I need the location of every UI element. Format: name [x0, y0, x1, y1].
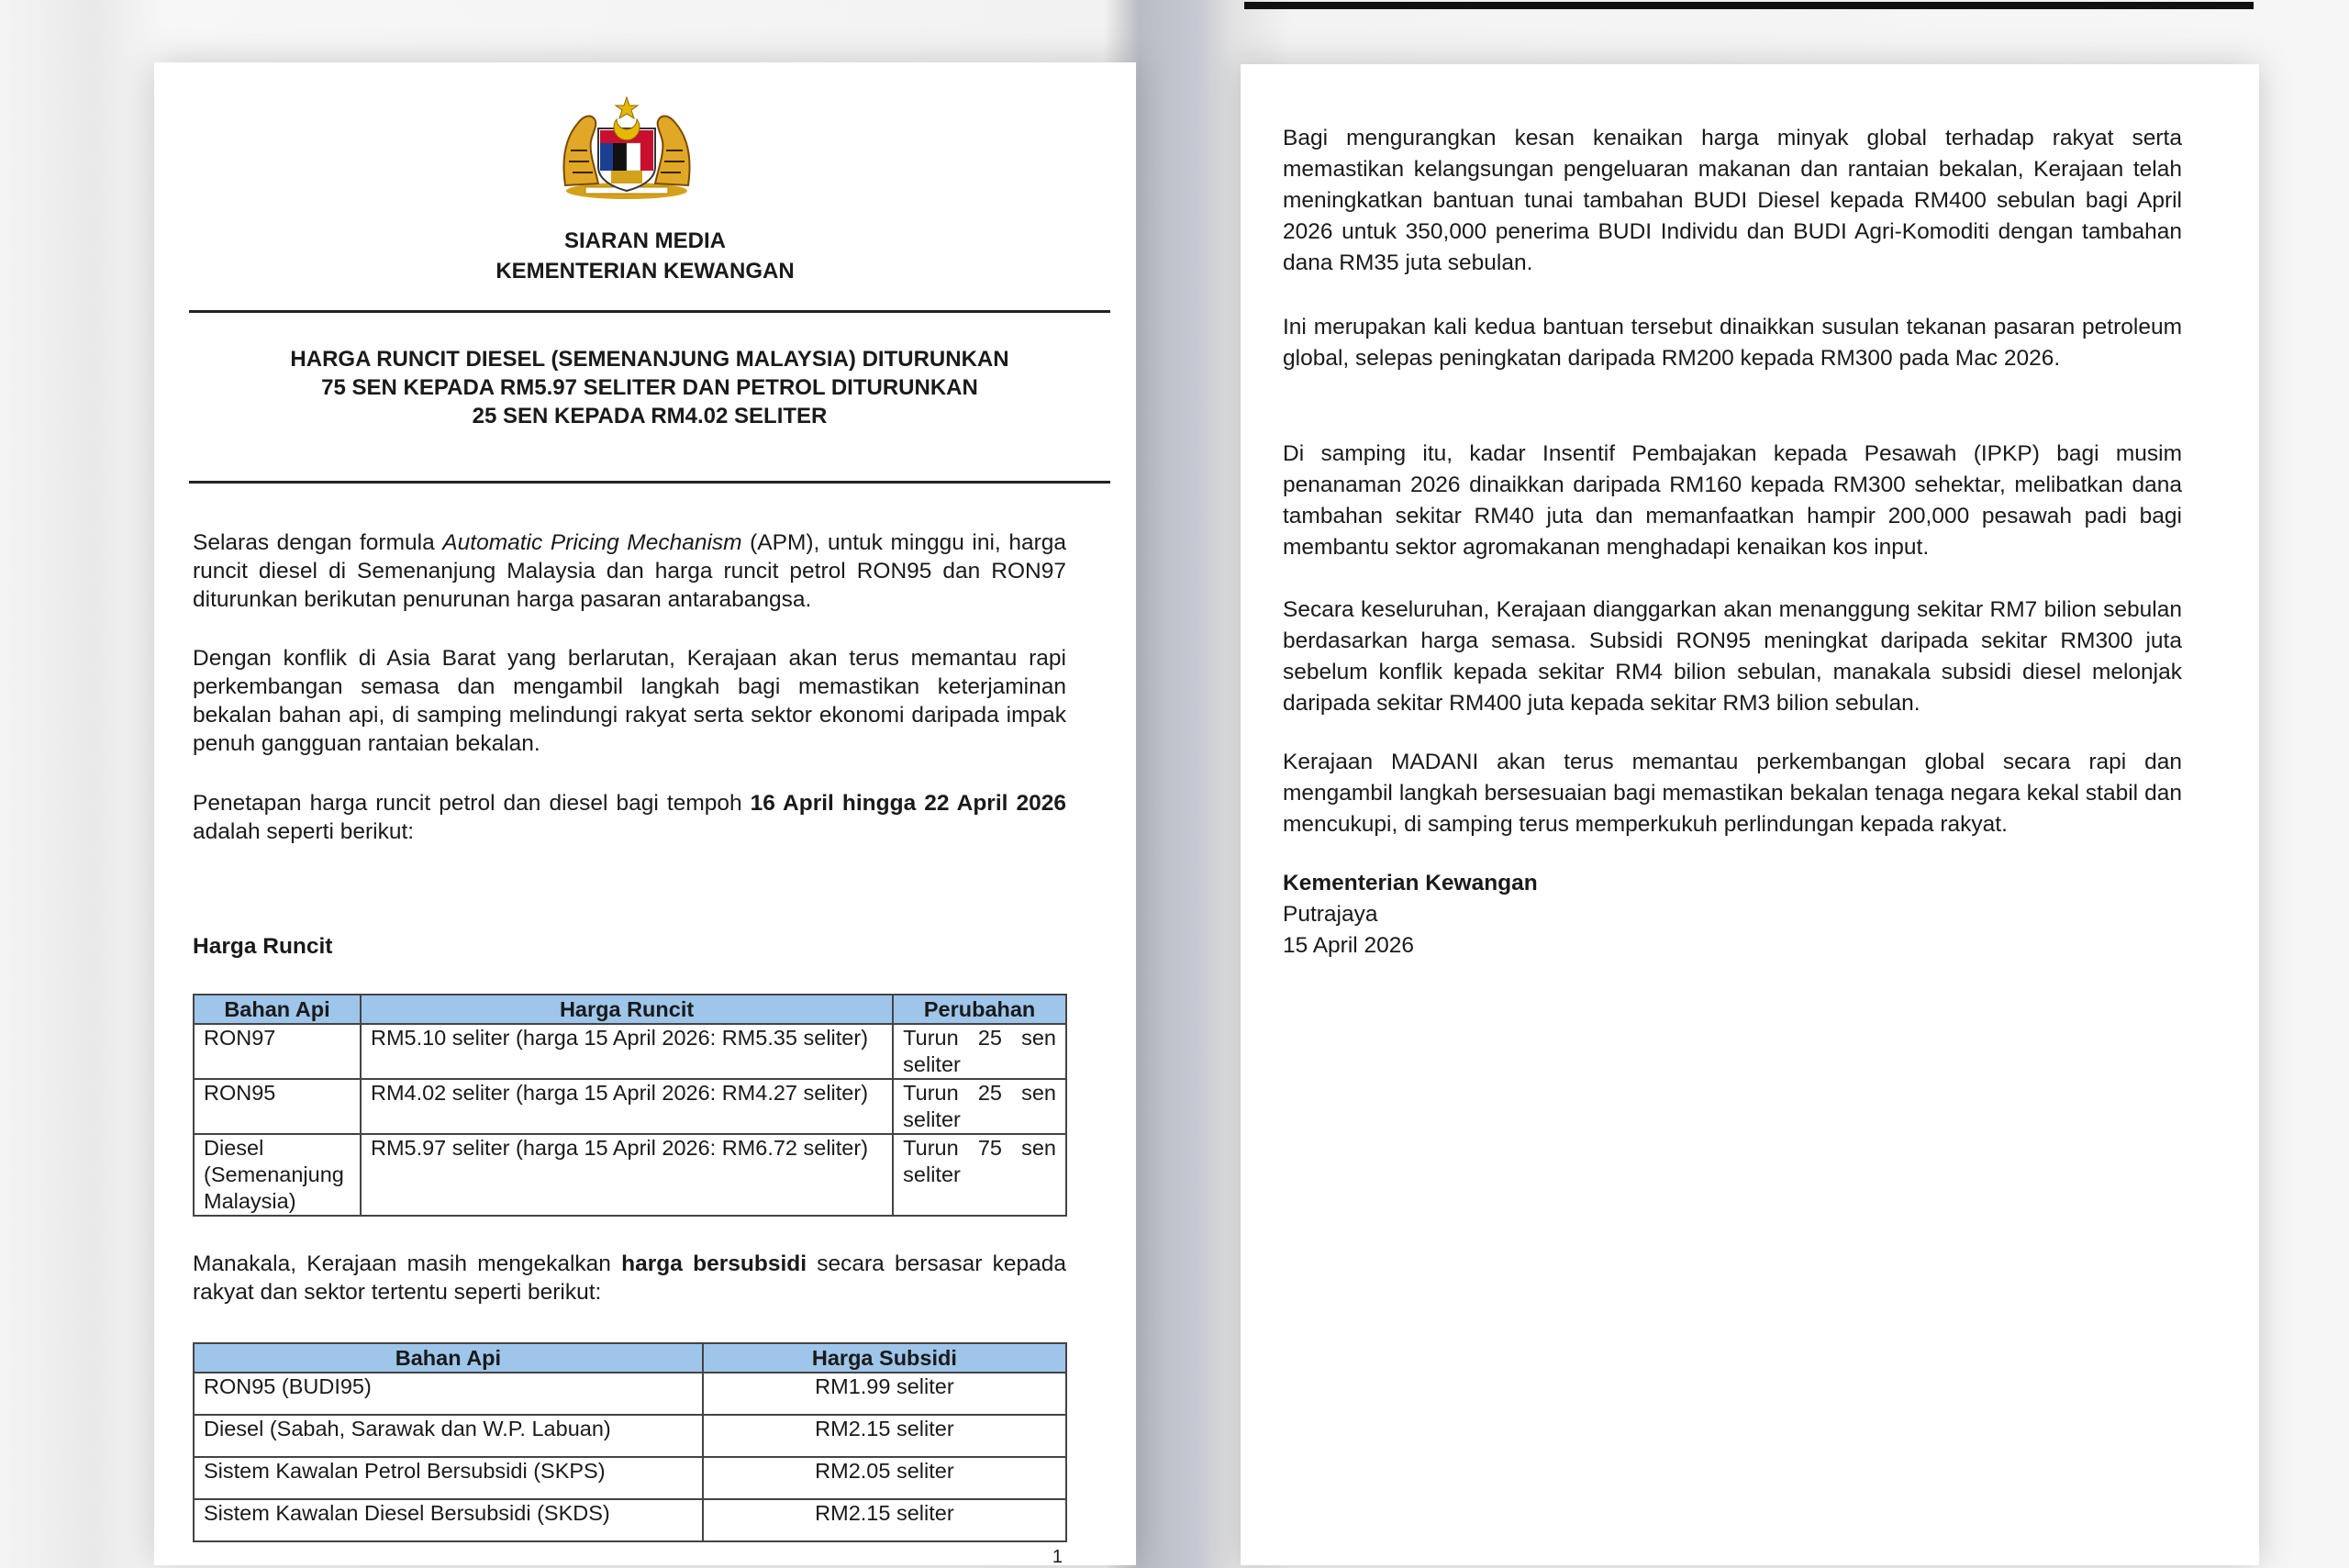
subsidy-price-cell: RM2.15 seliter	[703, 1415, 1066, 1457]
fuel-cell: Sistem Kawalan Petrol Bersubsidi (SKPS)	[194, 1457, 703, 1499]
price-cell: RM5.10 seliter (harga 15 April 2026: RM5.35 seliter)	[361, 1024, 893, 1079]
fuel-cell	[194, 1024, 361, 1079]
fuel-cell: Sistem Kawalan Diesel Bersubsidi (SKDS)	[194, 1499, 703, 1541]
header-ministry: KEMENTERIAN KEWANGAN	[495, 259, 795, 284]
change-cell	[893, 1134, 1066, 1216]
change-per-litre: seliter	[903, 1052, 961, 1076]
change-unit: sen	[1021, 1026, 1056, 1050]
change-word: Turun	[903, 1081, 959, 1105]
text-span: (APM), untuk minggu ini, harga runcit diesel di Semenanjung Malaysia dan harga runcit petrol RON95 dan RON97 diturunkan berikutan penurunan harga pasaran antarabangsa.	[193, 530, 1066, 612]
fuel-name: Diesel	[204, 1136, 264, 1160]
retail-price-table	[193, 994, 1067, 1217]
title-line: HARGA RUNCIT DIESEL (SEMENANJUNG MALAYSIA) DITURUNKAN	[290, 347, 1009, 372]
change-per-litre: seliter	[903, 1107, 961, 1131]
table-row	[194, 1415, 1066, 1457]
subsidy-price-cell: RM2.15 seliter	[703, 1499, 1066, 1541]
fuel-name: (Semenanjung	[204, 1162, 344, 1186]
divider-top	[189, 310, 1110, 313]
table-header-cell: Bahan Api	[194, 995, 361, 1024]
title-line: 75 SEN KEPADA RM5.97 SELITER DAN PETROL DITURUNKAN	[321, 375, 978, 400]
paragraph-second-increase: Ini merupakan kali kedua bantuan tersebut dinaikkan susulan tekanan pasaran petroleum global, selepas peningkatan daripada RM200 kepada RM300 pada Mac 2026.	[1283, 315, 2182, 371]
price-cell: RM4.02 seliter (harga 15 April 2026: RM4.27 seliter)	[361, 1079, 893, 1134]
table-header-cell: Harga Subsidi	[703, 1343, 1066, 1373]
signature-block	[1283, 868, 1538, 962]
subsidy-price-cell: RM1.99 seliter	[703, 1373, 1066, 1415]
table-row	[194, 1024, 1066, 1079]
change-per-litre: seliter	[903, 1162, 961, 1186]
table-header-cell: Harga Runcit	[361, 995, 893, 1024]
paragraph-period	[193, 789, 1066, 846]
table-row	[194, 1079, 1066, 1134]
paragraph-subsidy	[193, 1250, 1066, 1307]
signature-org: Kementerian Kewangan	[1283, 871, 1538, 895]
page-number: 1	[1052, 1547, 1063, 1567]
table-row	[194, 1499, 1066, 1541]
fuel-cell: RON95 (BUDI95)	[194, 1373, 703, 1415]
paragraph-conflict: Dengan konflik di Asia Barat yang berlarutan, Kerajaan akan terus memantau rapi perkembangan semasa dan mengambil langkah bagi memastikan keterjaminan bekalan bahan api, di samping melindungi rakyat serta sektor ekonomi daripada impak penuh gangguan rantaian bekalan.	[193, 646, 1066, 756]
fuel-name: Malaysia)	[204, 1189, 296, 1213]
top-dark-bar	[1244, 2, 2254, 9]
document-page-2	[1241, 64, 2259, 1565]
change-unit: sen	[1021, 1081, 1056, 1105]
change-amount: 25	[977, 1081, 1002, 1105]
text-span: Manakala, Kerajaan masih mengekalkan	[193, 1251, 622, 1276]
text-bold: harga bersubsidi	[621, 1251, 807, 1276]
document-page-1	[154, 62, 1136, 1565]
change-word: Turun	[903, 1136, 959, 1160]
divider-bottom	[189, 481, 1110, 484]
paragraph-ipkp: Di samping itu, kadar Insentif Pembajakan kepada Pesawah (IPKP) bagi musim penanaman 2026 dinaikkan daripada RM160 kepada RM300 sehektar, melibatkan dana tambahan sekitar RM40 juta dan memanfaatkan hampir 200,000 pesawah padi bagi membantu sektor agromakanan menghadapi kenaikan kos input.	[1283, 441, 2182, 560]
title-line: 25 SEN KEPADA RM4.02 SELITER	[472, 404, 828, 428]
change-amount: 25	[977, 1026, 1002, 1050]
signature-place: Putrajaya	[1283, 902, 1378, 927]
table-row	[194, 1134, 1066, 1216]
text-bold: 16 April hingga 22 April 2026	[750, 791, 1066, 816]
change-unit: sen	[1021, 1136, 1056, 1160]
press-release-title	[209, 345, 1090, 430]
table-header-row	[194, 995, 1066, 1024]
fuel-cell: Diesel (Sabah, Sarawak dan W.P. Labuan)	[194, 1415, 703, 1457]
fuel-name: RON95	[204, 1081, 276, 1105]
text-span: secara bersasar kepada rakyat dan sektor tertentu seperti berikut:	[193, 1251, 1066, 1305]
table-header-cell: Bahan Api	[194, 1343, 703, 1373]
paragraph-budi-diesel: Bagi mengurangkan kesan kenaikan harga minyak global terhadap rakyat serta memastikan kelangsungan pengeluaran makanan dan rantaian bekalan, Kerajaan telah meningkatkan bantuan tunai tambahan BUDI Diesel kepada RM400 sebulan bagi April 2026 untuk 350,000 penerima BUDI Individu dan BUDI Agri-Komoditi dengan tambahan dana RM35 juta sebulan.	[1283, 126, 2182, 275]
fuel-cell	[194, 1079, 361, 1134]
price-cell: RM5.97 seliter (harga 15 April 2026: RM6.72 seliter)	[361, 1134, 893, 1216]
change-word: Turun	[903, 1026, 959, 1050]
change-amount: 75	[977, 1136, 1002, 1160]
paragraph-apm	[193, 528, 1066, 614]
table-header-row	[194, 1343, 1066, 1373]
paragraph-madani: Kerajaan MADANI akan terus memantau perkembangan global secara rapi dan mengambil langkah bersesuaian bagi memastikan bekalan tenaga negara kekal stabil dan mencukupi, di samping terus memperkukuh perlindungan kepada rakyat.	[1283, 750, 2182, 837]
text-italic: Automatic Pricing Mechanism	[442, 530, 742, 555]
header-siaran-media: SIARAN MEDIA	[563, 228, 726, 253]
table-row	[194, 1457, 1066, 1499]
text-span: adalah seperti berikut:	[193, 819, 415, 844]
table-header-cell: Perubahan	[893, 995, 1066, 1024]
malaysia-coat-of-arms-icon	[558, 95, 696, 204]
text-span: Penetapan harga runcit petrol dan diesel bagi tempoh	[193, 791, 751, 816]
change-cell	[893, 1079, 1066, 1134]
signature-date: 15 April 2026	[1283, 933, 1415, 958]
text-span: Selaras dengan formula	[193, 530, 443, 555]
subsidy-price-table	[193, 1342, 1067, 1542]
fuel-cell	[194, 1134, 361, 1216]
subsidy-price-cell: RM2.05 seliter	[703, 1457, 1066, 1499]
change-cell	[893, 1024, 1066, 1079]
subheading-harga-runcit: Harga Runcit	[193, 934, 333, 959]
fuel-name: RON97	[204, 1026, 276, 1050]
paragraph-overall-subsidy: Secara keseluruhan, Kerajaan dianggarkan akan menanggung sekitar RM7 bilion sebulan berdasarkan harga semasa. Subsidi RON95 meningkat daripada sekitar RM300 juta sebelum konflik kepada sekitar RM4 bilion sebulan, manakala subsidi diesel melonjak daripada sekitar RM400 juta kepada sekitar RM3 bilion sebulan.	[1283, 597, 2182, 716]
table-row	[194, 1373, 1066, 1415]
